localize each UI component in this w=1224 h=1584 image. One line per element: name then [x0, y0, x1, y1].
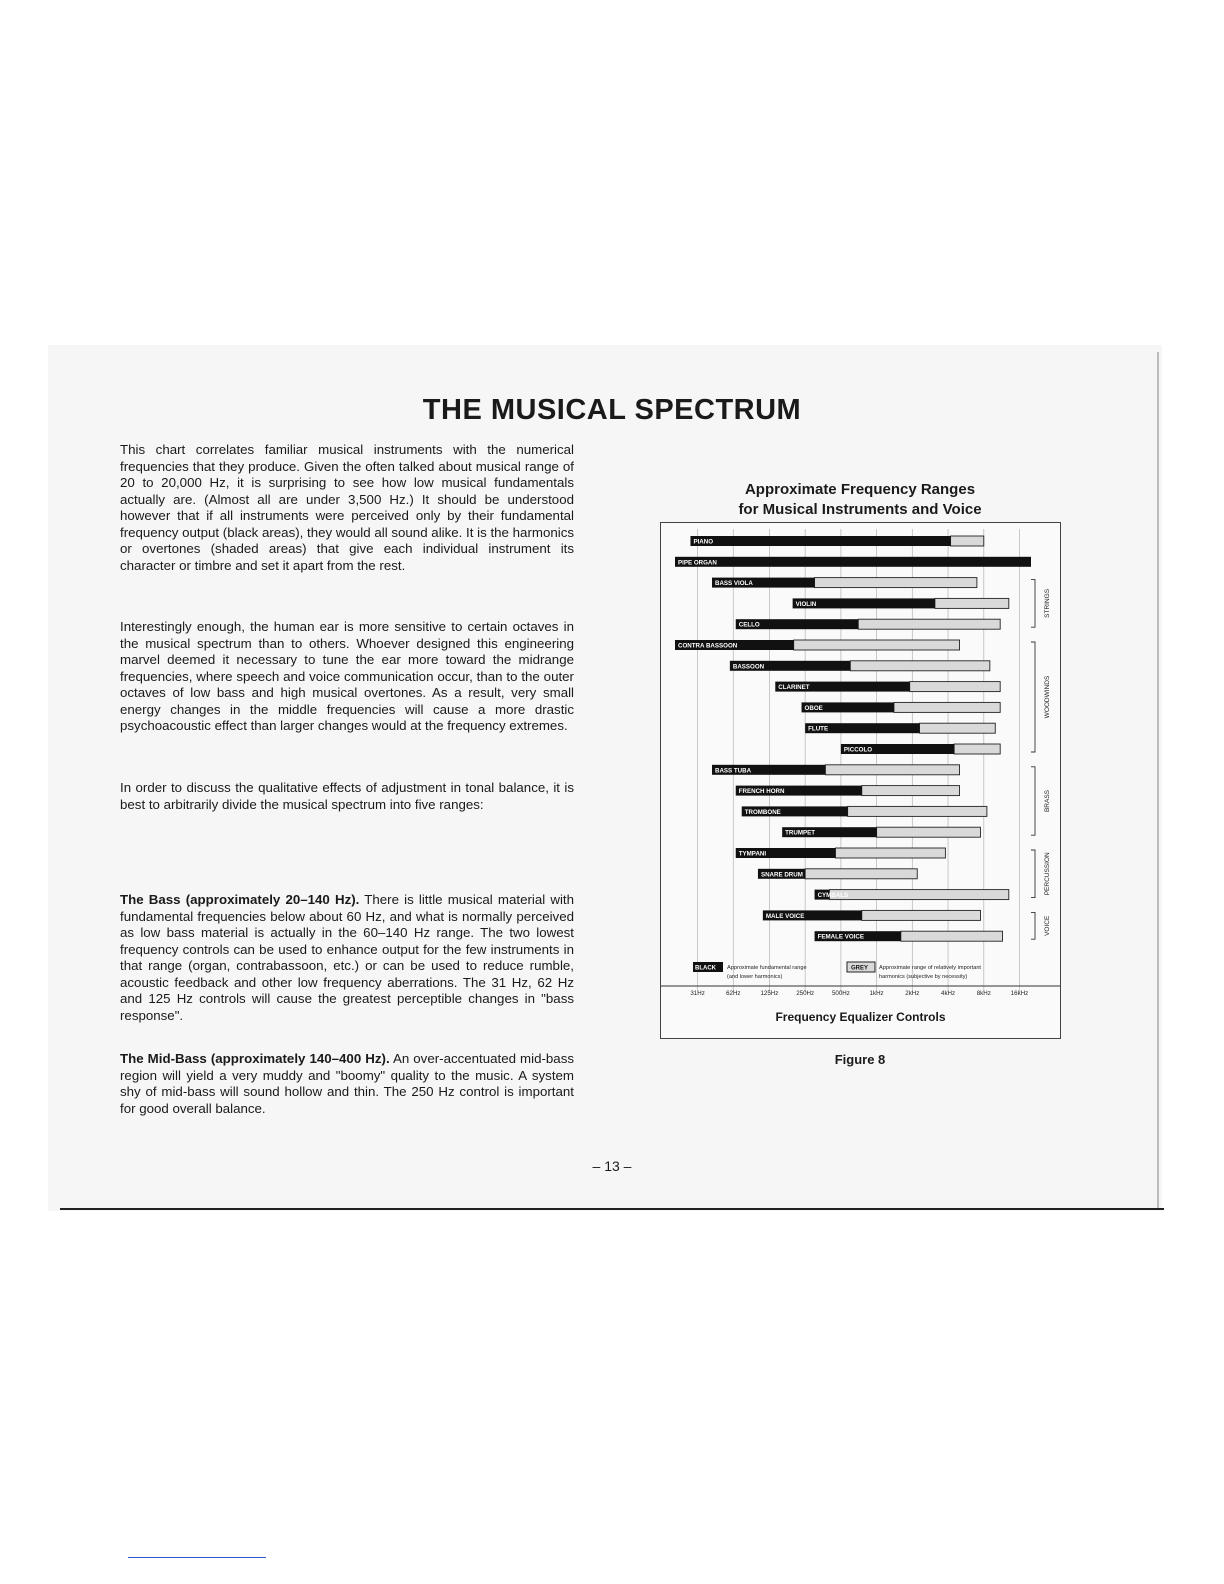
- instrument-label: FLUTE: [808, 725, 829, 733]
- x-tick-label: 250Hz: [796, 990, 815, 997]
- instrument-label: MALE VOICE: [765, 912, 805, 920]
- group-bracket: [1031, 912, 1035, 939]
- instrument-label: OBOE: [804, 704, 823, 712]
- instrument-label: CLARINET: [778, 684, 810, 692]
- frequency-chart: [660, 522, 1061, 1039]
- group-label: VOICE: [1044, 915, 1051, 936]
- instrument-label: CELLO: [738, 621, 760, 629]
- harmonic-bar: [794, 640, 960, 650]
- harmonic-bar: [935, 598, 1009, 608]
- paragraph-intro: This chart correlates familiar musical instruments with the numerical frequencies that they produce. Given the often talked about musical range of 20 to 20,000 Hz, it is surprising to see how low musical fundamentals actually are. (Almost all are under 3,500 Hz.) It should be understood however that if all instruments were perceived only by their fundamental frequency output (black areas), they would all sound alike. It is the harmonics or overtones (shaded areas) that give each individual instrument its character or timbre and set it apart from the rest.: [120, 442, 574, 573]
- paragraph-ear-sensitivity: Interestingly enough, the human ear is more sensitive to certain octaves in the musical spectrum than to others. Whoever designed this engineering marvel deemed it necessary to tune the ear more toward the midrange frequencies, where speech and voice communication occur, than to the outer octaves of low bass and high musical overtones. As a result, very small energy changes in the middle frequencies will cause a more drastic psychoacoustic effect than larger changes would at the frequency extremes.: [120, 619, 574, 733]
- text-bass: There is little musical material with fundamental frequencies below about 60 Hz, and what is normally perceived as low bass material is actually in the 60–140 Hz range. The two lowest frequency controls can be used to enhance output for the few instruments in that range (organ, contrabassoon, etc.) or can be used to reduce rumble, acoustic feedback and other low frequency aberrations. The 31 Hz, 62 Hz and 125 Hz controls will cause the greatest perceptible changes in "bass response".: [120, 892, 574, 1023]
- legend-grey-text: harmonics (subjective by necessity): [879, 974, 968, 980]
- instrument-label: FEMALE VOICE: [817, 933, 864, 941]
- harmonic-bar: [850, 661, 990, 671]
- harmonic-bar: [835, 848, 945, 858]
- x-tick-label: 500Hz: [831, 990, 850, 997]
- harmonic-bar: [954, 744, 1000, 754]
- instrument-label: BASS TUBA: [714, 767, 752, 775]
- harmonic-bar: [805, 869, 917, 879]
- x-tick-label: 4kHz: [941, 990, 956, 997]
- harmonic-bar: [848, 806, 987, 816]
- instrument-label: CYMBALS: [817, 892, 849, 900]
- heading-mid-bass: The Mid-Bass (approximately 140–400 Hz).: [120, 1051, 390, 1066]
- legend-black-text: (and lower harmonics): [727, 974, 783, 980]
- fundamental-bar: [690, 536, 950, 546]
- group-label: PERCUSSION: [1044, 852, 1051, 896]
- group-bracket: [1031, 767, 1035, 835]
- instrument-label: PIANO: [693, 538, 714, 546]
- harmonic-bar: [862, 910, 981, 920]
- legend-black-text: Approximate fundamental range: [727, 965, 807, 971]
- frequency-chart-svg: [661, 523, 1060, 1003]
- paragraph-bass: [120, 892, 574, 1024]
- instrument-label: BASSOON: [732, 663, 765, 671]
- group-label: BRASS: [1044, 789, 1051, 813]
- group-bracket: [1031, 580, 1035, 628]
- harmonic-bar: [877, 827, 981, 837]
- instrument-label: SNARE DRUM: [760, 871, 803, 879]
- instrument-label: VIOLIN: [795, 600, 817, 608]
- heading-bass: The Bass (approximately 20–140 Hz).: [120, 892, 360, 907]
- page-edge-bottom: [60, 1208, 1164, 1210]
- harmonic-bar: [910, 682, 1000, 692]
- x-tick-label: 8kHz: [976, 990, 991, 997]
- page-edge-right: [1157, 352, 1159, 1210]
- harmonic-bar: [862, 786, 960, 796]
- footer-rule: [128, 1557, 266, 1558]
- chart-title: [660, 480, 1060, 520]
- x-tick-label: 1kHz: [869, 990, 884, 997]
- group-label: STRINGS: [1044, 588, 1051, 618]
- group-bracket: [1031, 850, 1035, 898]
- harmonic-bar: [825, 765, 959, 775]
- x-tick-label: 62Hz: [726, 990, 741, 997]
- chart-title-line-2: for Musical Instruments and Voice: [738, 501, 982, 518]
- figure-caption: Figure 8: [834, 1052, 886, 1067]
- chart-title-line-1: Approximate Frequency Ranges: [744, 481, 976, 498]
- harmonic-bar: [829, 890, 1008, 900]
- instrument-label: PIPE ORGAN: [678, 559, 717, 567]
- harmonic-bar: [894, 702, 1000, 712]
- harmonic-bar: [951, 536, 984, 546]
- instrument-label: CONTRA BASSOON: [678, 642, 738, 650]
- group-bracket: [1031, 642, 1035, 752]
- legend-black-label: BLACK: [695, 965, 716, 972]
- instrument-label: FRENCH HORN: [738, 788, 785, 796]
- page-number: – 13 –: [592, 1158, 632, 1174]
- chart-footer: Frequency Equalizer Controls: [775, 1010, 946, 1024]
- page-title: THE MUSICAL SPECTRUM: [422, 394, 802, 426]
- x-tick-label: 2kHz: [905, 990, 920, 997]
- instrument-label: TROMBONE: [744, 808, 781, 816]
- harmonic-bar: [858, 619, 1000, 629]
- instrument-label: TRUMPET: [785, 829, 816, 837]
- legend-grey-text: Approximate range of relatively important: [879, 965, 981, 971]
- x-tick-label: 31Hz: [690, 990, 705, 997]
- instrument-label: PICCOLO: [843, 746, 873, 754]
- x-tick-label: 125Hz: [760, 990, 779, 997]
- group-label: WOODWINDS: [1044, 675, 1051, 719]
- harmonic-bar: [815, 578, 977, 588]
- paragraph-mid-bass: [120, 1051, 574, 1117]
- harmonic-bar: [901, 931, 1003, 941]
- legend-grey-label: GREY: [851, 965, 869, 972]
- text-mid-bass: An over-accentuated mid-bass region will yield a very muddy and "boomy" quality to the music. A system shy of mid-bass will sound hollow and thin. The 250 Hz control is important for good overall balance.: [120, 1051, 575, 1116]
- x-tick-label: 16kHz: [1010, 990, 1029, 997]
- instrument-label: BASS VIOLA: [714, 580, 753, 588]
- paragraph-ranges: In order to discuss the qualitative effects of adjustment in tonal balance, it is best to arbitrarily divide the musical spectrum into five ranges:: [120, 780, 574, 812]
- harmonic-bar: [920, 723, 996, 733]
- fundamental-bar: [675, 557, 1031, 567]
- instrument-label: TYMPANI: [738, 850, 767, 858]
